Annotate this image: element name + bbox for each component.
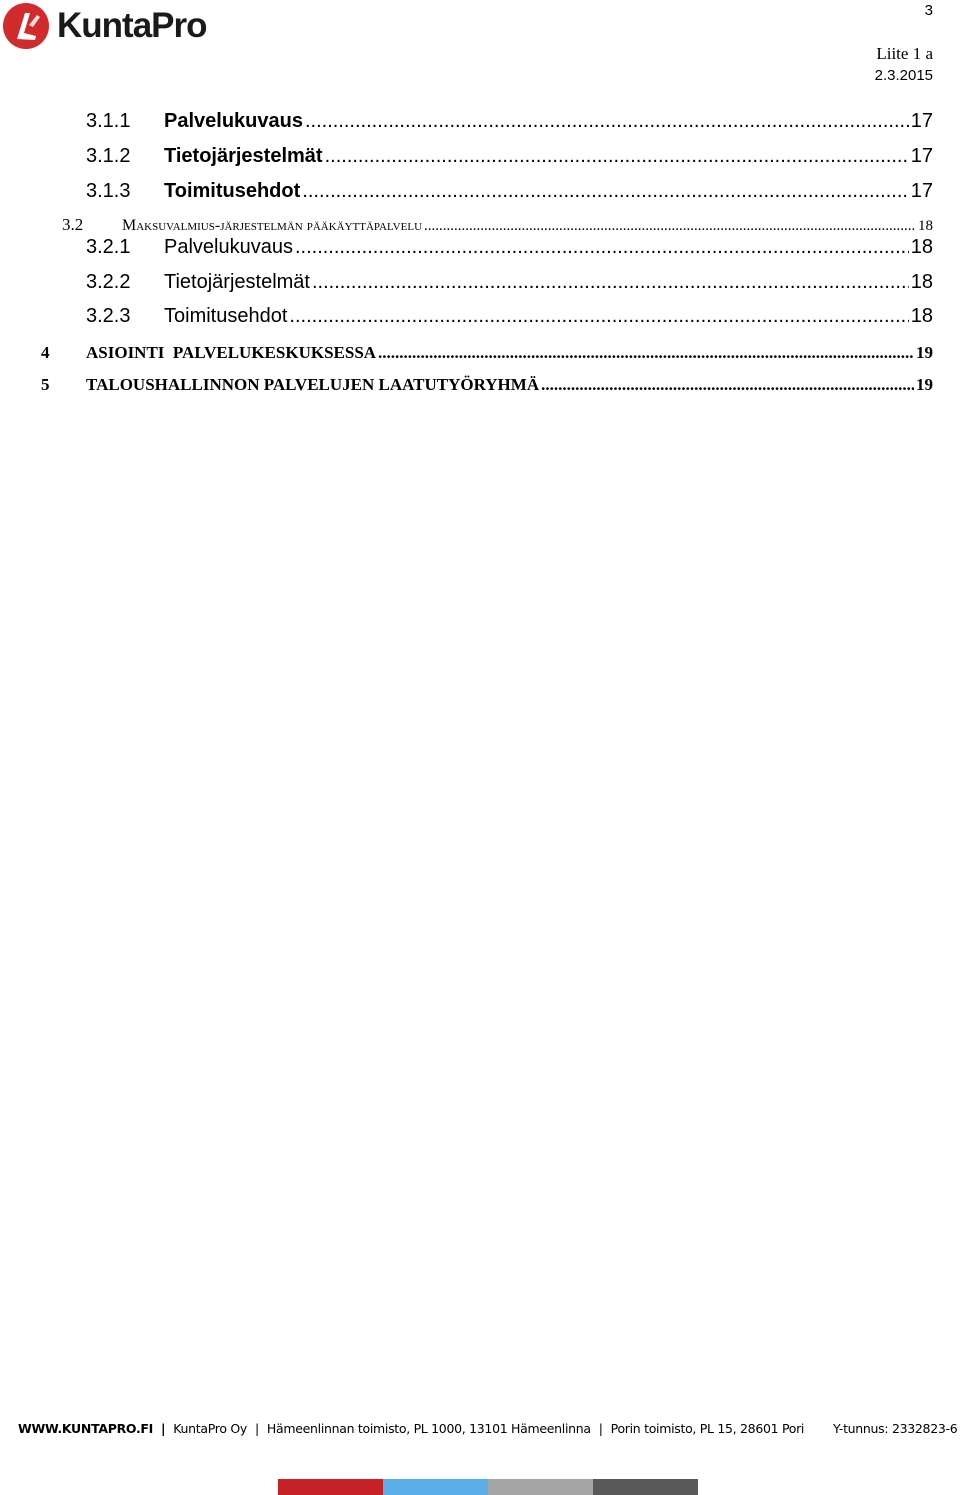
toc-entry-number: 4 bbox=[41, 343, 50, 362]
toc-entry-number: 3.1.2 bbox=[86, 145, 131, 167]
toc-entry[interactable] bbox=[0, 236, 933, 259]
footer-color-bar bbox=[278, 1479, 698, 1495]
toc-entry[interactable] bbox=[0, 271, 933, 294]
page-footer bbox=[18, 1421, 958, 1436]
footer-website-link[interactable]: WWW.KUNTAPRO.FI bbox=[18, 1421, 153, 1436]
toc-entry-title: Tietojärjestelmät bbox=[164, 145, 323, 167]
toc-leader-dots bbox=[302, 180, 908, 203]
toc-entry-number: 3.2.3 bbox=[86, 305, 131, 327]
toc-entry-number: 3.1.3 bbox=[86, 180, 131, 202]
color-bar-dark-gray bbox=[593, 1479, 698, 1495]
toc-leader-dots bbox=[289, 305, 908, 328]
toc-entry[interactable] bbox=[0, 145, 933, 168]
toc-entry-number: 5 bbox=[41, 375, 50, 394]
logo-wordmark: KuntaPro bbox=[57, 6, 207, 45]
toc-entry[interactable] bbox=[0, 215, 933, 235]
toc-leader-dots bbox=[541, 375, 914, 395]
toc-leader-dots bbox=[295, 236, 909, 259]
toc-entry-page: 18 bbox=[910, 236, 933, 258]
footer-office-pori: Porin toimisto, PL 15, 28601 Pori bbox=[610, 1421, 805, 1436]
toc-entry-title: Toimitusehdot bbox=[164, 180, 301, 202]
toc-entry-page: 19 bbox=[916, 343, 933, 362]
toc-entry[interactable] bbox=[0, 180, 933, 203]
toc-entry-number: 3.2.1 bbox=[86, 236, 131, 258]
color-bar-blue bbox=[383, 1479, 488, 1495]
toc-entry-number: 3.2.2 bbox=[86, 271, 131, 293]
toc-entry[interactable] bbox=[0, 110, 933, 133]
toc-entry-title: TALOUSHALLINNON PALVELUJEN LAATUTYÖRYHMÄ bbox=[86, 375, 540, 394]
toc-entry-title: Toimitusehdot bbox=[164, 305, 288, 327]
toc-entry-page: 18 bbox=[910, 271, 933, 293]
toc-entry-page: 17 bbox=[910, 110, 933, 132]
toc-entry-title: ASIOINTI PALVELUKESKUKSESSA bbox=[86, 343, 377, 362]
toc-entry-title: Palvelukuvaus bbox=[164, 110, 303, 132]
attachment-label: Liite 1 a bbox=[876, 44, 933, 63]
kuntapro-logo-icon bbox=[3, 3, 49, 49]
toc-entry-title: Tietojärjestelmät bbox=[164, 271, 310, 293]
footer-separator: | bbox=[254, 1421, 259, 1436]
toc-leader-dots bbox=[325, 145, 909, 168]
toc-entry-title: Maksuvalmius-järjestelmän pääkäyttäpalvelu bbox=[122, 217, 423, 234]
toc-entry[interactable] bbox=[0, 343, 933, 363]
kuntapro-logo bbox=[3, 2, 207, 50]
toc-entry-number: 3.2 bbox=[62, 215, 84, 234]
toc-leader-dots bbox=[305, 110, 909, 133]
color-bar-light-gray bbox=[488, 1479, 593, 1495]
page-number: 3 bbox=[924, 2, 933, 19]
toc-leader-dots bbox=[312, 271, 909, 294]
footer-company: KuntaPro Oy bbox=[173, 1421, 247, 1436]
toc-entry[interactable] bbox=[0, 305, 933, 328]
toc-entry[interactable] bbox=[0, 375, 933, 395]
footer-office-hameenlinna: Hämeenlinnan toimisto, PL 1000, 13101 Hämeenlinna bbox=[266, 1421, 591, 1436]
toc-entry-page: 18 bbox=[910, 305, 933, 327]
toc-entry-page: 19 bbox=[916, 375, 933, 394]
toc-entry-page: 17 bbox=[910, 180, 933, 202]
footer-business-id: Y-tunnus: 2332823-6 bbox=[833, 1421, 958, 1436]
footer-separator: | bbox=[160, 1421, 166, 1436]
toc-entry-number: 3.1.1 bbox=[86, 110, 131, 132]
document-date: 2.3.2015 bbox=[874, 67, 933, 84]
toc-entry-title: Palvelukuvaus bbox=[164, 236, 293, 258]
toc-leader-dots bbox=[378, 343, 914, 363]
toc-entry-page: 17 bbox=[910, 145, 933, 167]
color-bar-red bbox=[278, 1479, 383, 1495]
toc-entry-page: 18 bbox=[918, 218, 933, 234]
toc-leader-dots bbox=[424, 218, 916, 235]
footer-separator: | bbox=[598, 1421, 603, 1436]
